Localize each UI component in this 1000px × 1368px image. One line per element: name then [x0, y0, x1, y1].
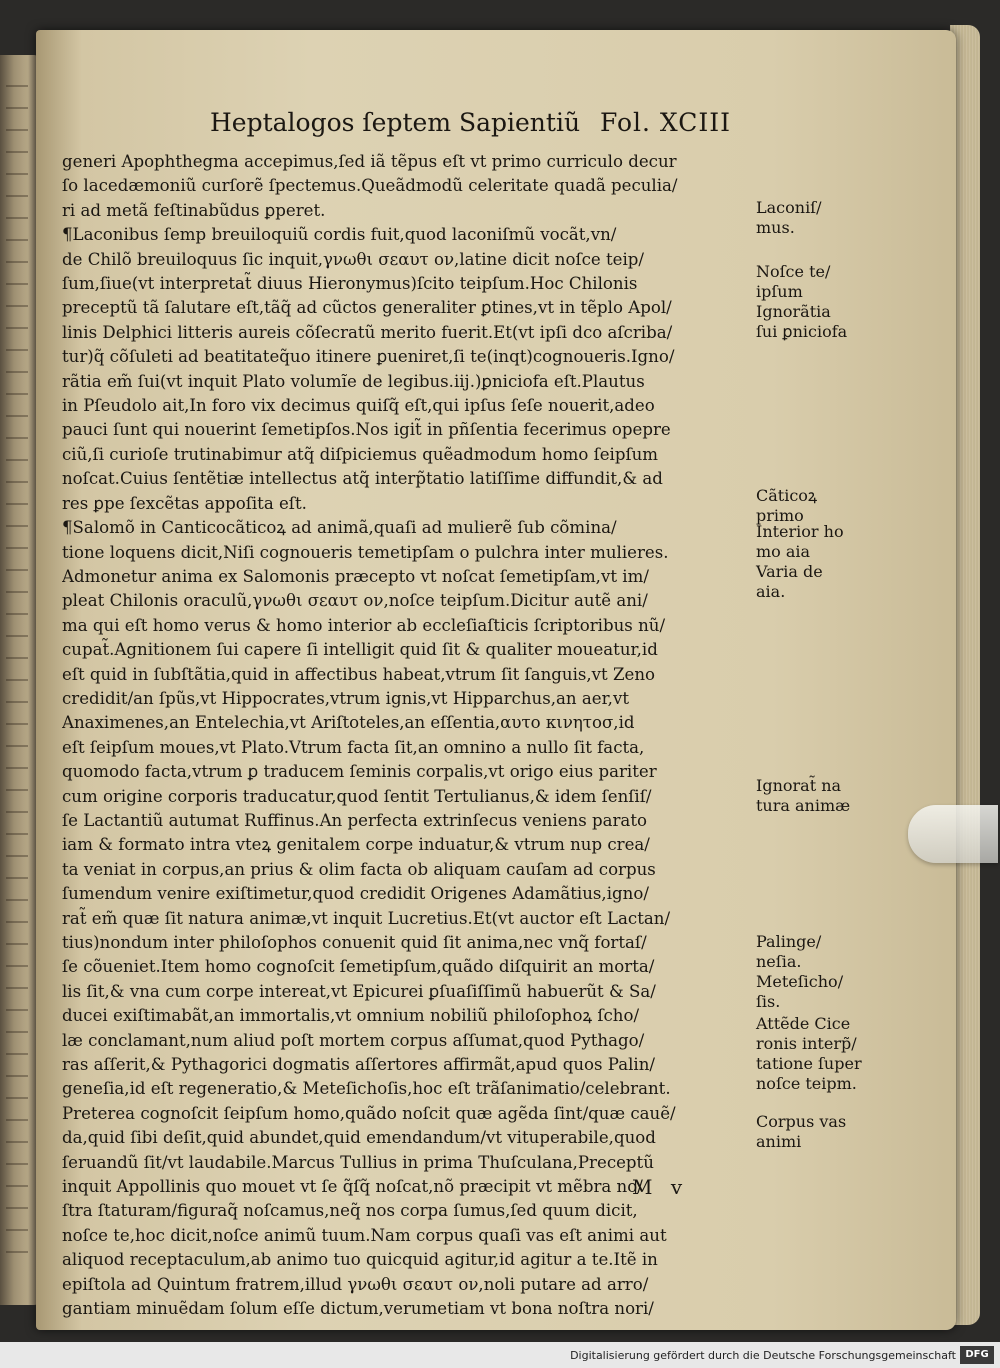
margin-note-line: primo	[756, 506, 804, 525]
text-line: geneſia,id eſt regeneratio,& Meteſichoſis,hoc eſt trãſanimatio/celebrant.	[62, 1079, 671, 1099]
margin-note	[756, 262, 847, 342]
text-line: Preterea cognoſcit ſeipſum homo,quãdo noſcit quæ agẽda ſint/quæ cauẽ/	[62, 1103, 676, 1123]
text-line: tur)q̃ cõſuleti ad beatitateq̃uo itinere ꝑueniret,ſi te(inqt)cognoueris.Igno/	[62, 347, 675, 367]
text-line: aliquod receptaculum,ab animo tuo quicquid agitur,id agitur a te.Itẽ in	[62, 1250, 658, 1270]
margin-note	[756, 522, 844, 602]
text-line: generi Apophthegma accepimus,ſed iã tẽpus eſt vt primo curriculo decur	[62, 152, 677, 171]
margin-note-line: ronis interp̃/	[756, 1034, 857, 1053]
folio-number: Fol. XCIII	[600, 108, 732, 137]
text-line: iam & formato intra vteꝝ genitalem corpe induatur,& vtrum nup crea/	[62, 835, 650, 855]
footer-bar	[0, 1342, 1000, 1368]
text-line: ſo lacedæmoniũ curſorẽ ſpectemus.Queãdmodũ celeritate quadã peculia/	[62, 176, 678, 196]
text-line: noſcat.Cuius ſentẽtiæ intellectus atq̃ interp̃tatio latiſſime diffundit,& ad	[62, 469, 663, 489]
text-line: ¶Laconibus ſemp breuiloquiũ cordis fuit,quod laconiſmũ vocãt,vn/	[62, 225, 617, 245]
margin-note-line: ſui ꝑniciofa	[756, 322, 848, 341]
text-line: credidit/an ſpũs,vt Hippocrates,vtrum ignis,vt Hipparchus,an aer,vt	[62, 688, 629, 708]
text-line: ducei exiſtimabãt,an immortalis,vt omnium nobiliũ philoſophoꝝ ſcho/	[62, 1006, 640, 1026]
margin-note-line: Varia de	[756, 562, 823, 581]
text-line: Anaximenes,an Entelechia,vt Ariſtoteles,an eſſentia,αυτο κινητοσ,id	[62, 713, 635, 733]
body-text	[62, 150, 750, 1322]
margin-note-line: noſce teipm.	[756, 1074, 857, 1093]
text-line: linis Delphici litteris aureis cõſecratũ merito fuerit.Et(vt ipſi dco aſcriba/	[62, 322, 673, 342]
text-line: ri ad metã feſtinabũdus ꝑperet.	[62, 200, 326, 220]
margin-note-line: animi	[756, 1132, 802, 1151]
margin-note-line: Cãticoꝝ	[756, 486, 818, 505]
text-line: ras aſſerit,& Pythagorici dogmatis aſſertores affirmãt,apud quos Palin/	[62, 1055, 655, 1075]
text-line: ciũ,ſi curioſe trutinabimur atq̃ diſpiciemus quẽadmodum homo ſeipſum	[62, 444, 659, 464]
text-line: ſum,ſiue(vt interpretat̃ diuus Hieronymus)ſcito teipſum.Hoc Chilonis	[62, 274, 638, 294]
text-line: cupat̃.Agnitionem ſui capere ſi intelligit quid ſit & qualiter moueatur,id	[62, 640, 658, 660]
text-line: in Pſeudolo ait,In foro vix decimus quiſq̃ eſt,qui ipſus ſeſe nouerit,adeo	[62, 396, 655, 416]
margin-note	[756, 776, 850, 816]
margin-note-line: Interior ho	[756, 522, 844, 541]
margin-note-line: Meteſicho/	[756, 972, 844, 991]
dfg-logo: DFG	[960, 1346, 994, 1364]
text-line: ſtra ſtaturam/figuraq̃ noſcamus,neq̃ nos corpa ſumus,ſed quum dicit,	[62, 1201, 638, 1221]
margin-note-line: tura animæ	[756, 796, 851, 815]
margin-note	[756, 932, 843, 1012]
margin-note	[756, 1014, 862, 1094]
facing-page-bleed	[6, 85, 28, 1265]
text-line: noſce te,hoc dicit,noſce animũ tuum.Nam corpus quaſi vas eſt animi aut	[62, 1225, 667, 1245]
text-line: cum origine corporis traducatur,quod ſentit Tertulianus,& idem ſenſiſ/	[62, 786, 652, 806]
margin-note-line: Laconiſ/	[756, 198, 822, 217]
text-line: ſe cõueniet.Item homo cognoſcit ſemetipſum,quãdo diſquirit an morta/	[62, 957, 655, 977]
margin-note-line: aia.	[756, 582, 786, 601]
margin-note-line: Corpus vas	[756, 1112, 847, 1131]
text-line: de Chilõ breuiloquus ſic inquit,γνωθι σεαυτ ον,latine dicit noſce teip/	[62, 249, 644, 269]
footer-text: Digitalisierung gefördert durch die Deutsche Forschungsgemeinschaft	[570, 1349, 956, 1362]
margin-note-line: Ignorãtia	[756, 302, 831, 321]
margin-note-line: tatione ſuper	[756, 1054, 862, 1073]
signature-mark: M v	[632, 1175, 689, 1199]
text-line: eſt ſeipſum moues,vt Plato.Vtrum facta ſit,an omnino a nullo ſit facta,	[62, 737, 645, 757]
text-line: res ꝑpe ſexcẽtas appoſita eſt.	[62, 493, 307, 513]
text-line: ſumendum venire exiſtimetur,quod credidit Origenes Adamãtius,igno/	[62, 884, 649, 904]
margin-note-line: Ignorat̃ na	[756, 776, 842, 795]
bookmark-tab	[908, 805, 998, 863]
facing-page-edge	[0, 55, 40, 1305]
text-line: Admonetur anima ex Salomonis præcepto vt noſcat ſemetipſam,vt im/	[62, 566, 649, 586]
margin-note	[756, 1112, 846, 1152]
margin-note	[756, 486, 817, 526]
text-line: rãtia em̃ ſui(vt inquit Plato volumĩe de legibus.iij.)ꝑniciofa eſt.Plautus	[62, 371, 645, 391]
margin-note-line: mo aia	[756, 542, 811, 561]
margin-note-line: Noſce te/	[756, 262, 831, 281]
text-line: rat̃ em̃ quæ ſit natura animæ,vt inquit Lucretius.Et(vt auctor eſt Lactan/	[62, 908, 671, 928]
margin-note-line: ipſum	[756, 282, 803, 301]
text-line: preceptũ tã ſalutare eſt,tãq̃ ad cũctos generaliter ꝑtines,vt in tẽplo Apol/	[62, 298, 672, 318]
text-line: lis ſit,& vna cum corpe intereat,vt Epicurei ꝑſuaſiſſimũ habuerũt & Sa/	[62, 981, 656, 1001]
text-line: tius)nondum inter philoſophos conuenit quid ſit anima,nec vnq̃ fortaſ/	[62, 933, 647, 952]
text-line: ¶Salomõ in Canticocãticoꝝ ad animã,quaſi ad mulierẽ ſub cõmina/	[62, 518, 617, 538]
text-line: ſeruandũ ſit/vt laudabile.Marcus Tullius in prima Thuſculana,Preceptũ	[62, 1152, 654, 1172]
text-line: epiſtola ad Quintum fratrem,illud γνωθι σεαυτ ον,noli putare ad arro/	[62, 1274, 649, 1294]
margin-note-line: ſis.	[756, 992, 781, 1011]
text-line: ſe Lactantiũ autumat Ruffinus.An perfecta extrinſecus veniens parato	[62, 810, 647, 830]
text-line: eſt quid in ſubſtãtia,quid in affectibus habeat,vtrum ſit ſanguis,vt Zeno	[62, 664, 656, 684]
text-line: gantiam minuẽdam ſolum eſſe dictum,verumetiam vt bona noſtra nori/	[62, 1299, 654, 1319]
margin-note-line: Palinge/	[756, 932, 822, 951]
running-title: Heptalogos ſeptem Sapientiũ	[210, 108, 581, 137]
text-line: tione loquens dicit,Niſi cognoueris temetipſam o pulchra inter mulieres.	[62, 542, 669, 562]
text-line: inquit Appollinis quo mouet vt ſe q̃ſq̃ noſcat,nõ præcipit vt mẽbra no/	[62, 1177, 643, 1197]
text-line: quomodo facta,vtrum ꝑ traducem ſeminis corpalis,vt origo eius pariter	[62, 762, 657, 782]
text-line: pleat Chilonis oraculũ,γνωθι σεαυτ ον,noſce teipſum.Dicitur autẽ ani/	[62, 591, 648, 611]
text-line: ta veniat in corpus,an prius & olim facta ob aliquam cauſam ad corpus	[62, 859, 656, 879]
margin-note-line: mus.	[756, 218, 795, 237]
margin-note-line: neſia.	[756, 952, 802, 971]
text-line: læ conclamant,num aliud poſt mortem corpus aſſumat,quod Pythago/	[62, 1030, 645, 1050]
margin-note-line: Attẽde Cice	[756, 1014, 851, 1033]
margin-note	[756, 198, 822, 238]
text-line: pauci ſunt qui nouerint ſemetipſos.Nos igit̃ in pñſentia fecerimus opepre	[62, 420, 671, 440]
text-line: da,quid ſibi deſit,quid abundet,quid emendandum/vt vituperabile,quod	[62, 1128, 656, 1148]
running-header	[210, 108, 770, 148]
text-line: ma qui eſt homo verus & homo interior ab eccleſiaſticis ſcriptoribus nũ/	[62, 615, 666, 635]
